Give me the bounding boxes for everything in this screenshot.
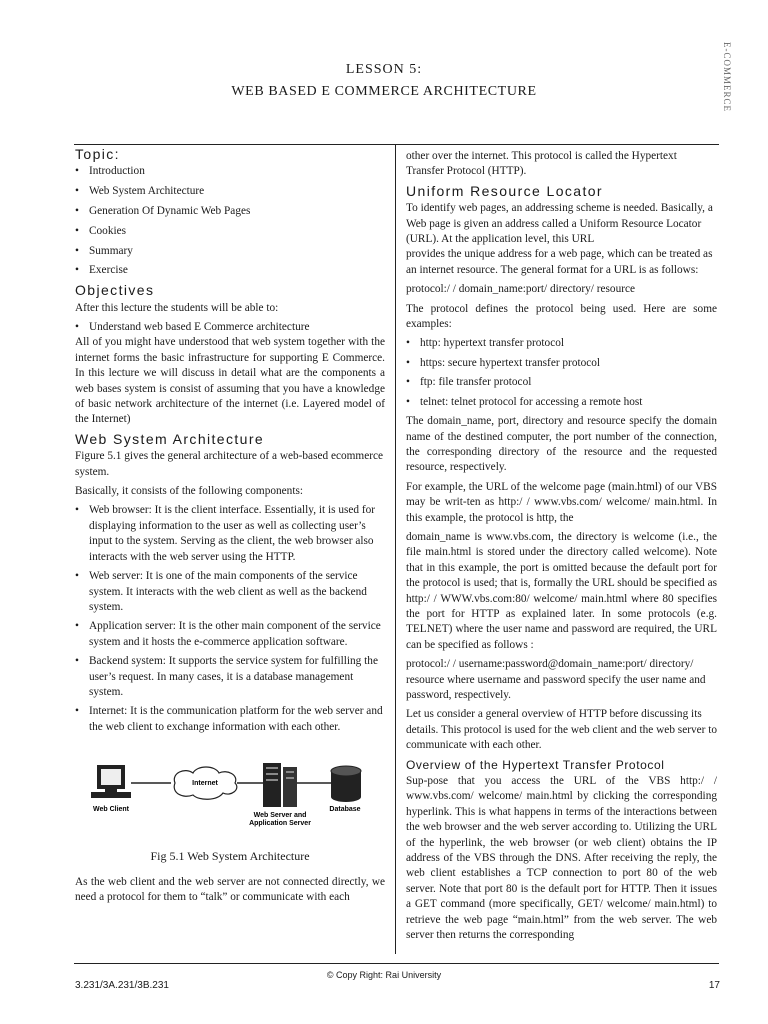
column-divider <box>395 144 396 954</box>
topic-heading: Topic: <box>75 146 120 162</box>
wsa-components-intro: Basically, it consists of the following components: <box>75 485 304 498</box>
url-paragraph-8: Let us consider a general overview of HTTP before discussing its details. This protocol is used for the web client and the web server to communicate with each other. <box>406 708 718 752</box>
footer-course-code: 3.231/3A.231/3B.231 <box>75 980 169 991</box>
objectives-paragraph: All of you might have understood that web system together with the internet forms the basic infrastructure for supporting E Commerce. In this lecture we will discuss in detail what are the components a web bases system is consist of assuming that you have a knowledge of basic network architecture of the internet (i.e. Layered model of the Internet) <box>75 336 385 426</box>
component-list <box>75 503 385 735</box>
protocol-item: • http: hypertext transfer protocol <box>406 336 717 351</box>
server-label-line1: Web Server and <box>253 812 307 820</box>
objectives-heading: Objectives <box>75 282 155 299</box>
topic-item: • Web System Architecture <box>75 184 385 199</box>
footer-rule <box>74 963 719 964</box>
url-paragraph-3: The protocol defines the protocol being used. Here are some examples: <box>406 302 717 331</box>
component-item: • Internet: It is the communication platform for the web server and the web client to exchange information with each other. <box>75 704 385 735</box>
url-format: protocol:/ / domain_name:port/ directory/ resource <box>406 283 636 296</box>
component-item: • Backend system: It supports the service system for fulfilling the user’s request. In many cases, it is a database management system. <box>75 654 385 700</box>
continued-paragraph: other over the internet. This protocol is called the Hypertext Transfer Protocol (HTTP). <box>406 150 677 178</box>
protocol-item: • ftp: file transfer protocol <box>406 375 717 390</box>
topic-item: • Generation Of Dynamic Web Pages <box>75 204 385 219</box>
component-item: • Web browser: It is the client interface. Essentially, it is used for displaying information to the user as well as collecting user’s input to the system. Serving as the client, the web browser also interacts with the web server using the HTTP. <box>75 503 385 565</box>
topic-item: • Introduction <box>75 164 385 179</box>
url-paragraph-7: protocol:/ / username:password@domain_name:port/ directory/ resource where username and password specify the user name and password, respectively. <box>406 658 706 701</box>
url-paragraph-4: The domain_name, port, directory and resource specify the domain name of the destined computer, the port number of the connection, the corresponding directory of the resource and the requested resource, respectively. <box>406 415 717 474</box>
web-client-computer-icon <box>91 765 131 798</box>
running-head-side-label: E-COMMERCE <box>722 42 732 113</box>
wsa-heading: Web System Architecture <box>75 430 265 447</box>
url-paragraph-5: For example, the URL of the welcome page (main.html) of our VBS may be writ-ten as http:/ / www.vbs.com/ welcome/ main.html. In this example, the protocol is http, the <box>406 480 717 524</box>
component-item: • Application server: It is the other main component of the service system and it hosts the e-commerce application software. <box>75 619 385 650</box>
topic-item: • Summary <box>75 244 385 259</box>
protocol-list <box>406 336 717 410</box>
web-client-label: Web Client <box>92 806 130 814</box>
http-heading: Overview of the Hypertext Transfer Protocol <box>406 757 665 772</box>
url-paragraph-2: provides the unique address for a web page, which can be treated as an internet resource. The general format for a URL is as follows: <box>406 248 713 276</box>
topic-item: • Exercise <box>75 263 385 278</box>
left-column <box>75 147 385 909</box>
header-rule <box>74 144 719 145</box>
objectives-intro: After this lecture the students will be able to: <box>75 301 279 314</box>
server-label-line2: Application Server <box>249 820 311 828</box>
http-paragraph: Sup-pose that you access the URL of the VBS http:/ / www.vbs.com/ welcome/ main.html by clicking the corresponding hyperlink. This is what happens in terms of the interactions between the web browser and the web server according to. Utilizing the URL of the hyperlink, the web browser (or web client) obtains the IP address of the VBS through the DNS. After receiving the reply, the web client establishes a TCP connection to port 80 of the web server. Note that port 80 is the default port for HTTP. Then it issues a GET command (more specifically, GET/ welcome/ main.html) to retrieve the web page “main.html” from the web server. The web server then returns the corresponding <box>406 775 717 942</box>
wsa-paragraph: Figure 5.1 gives the general architecture of a web-based ecommerce system. <box>75 450 384 478</box>
topic-list <box>75 164 385 278</box>
objectives-list <box>75 320 385 335</box>
component-item: • Web server: It is one of the main components of the service system. It interacts with the web client as well as the backend system. <box>75 569 385 615</box>
url-heading: Uniform Resource Locator <box>406 182 603 199</box>
footer-copyright: © Copy Right: Rai University <box>326 970 442 980</box>
internet-label: Internet <box>192 780 218 788</box>
objectives-item: • Understand web based E Commerce architecture <box>75 320 385 335</box>
protocol-item: • https: secure hypertext transfer protocol <box>406 356 717 371</box>
url-paragraph-1: To identify web pages, an addressing scheme is needed. Basically, a Web page is given an address called a Uniform Resource Locator (URL). At the application level, this URL <box>406 202 713 246</box>
database-label: Database <box>329 806 361 814</box>
server-rack-icon <box>263 763 297 807</box>
left-bottom-paragraph: As the web client and the web server are not connected directly, we need a protocol for them to “talk” or communicate with each <box>75 875 385 903</box>
figure-caption: Fig 5.1 Web System Architecture <box>150 849 310 864</box>
title-block <box>0 62 768 100</box>
page-title: WEB BASED E COMMERCE ARCHITECTURE <box>231 84 537 99</box>
architecture-diagram <box>75 761 385 843</box>
right-column <box>406 149 717 948</box>
database-icon <box>331 766 361 802</box>
protocol-item: • telnet: telnet protocol for accessing a remote host <box>406 395 717 410</box>
lesson-number: LESSON 5: <box>345 62 423 77</box>
url-paragraph-6: domain_name is www.vbs.com, the directory is welcome (i.e., the file main.html is stored under the directory called welcome). Note that in this example, the port is omitted because the default port for the protocol is used; that is, formally the URL should be specified as http:/ / WWW.vbs.com:80/ welcome/ main.html where 80 specifies the port for HTTP as explained later. In some protocols (e.g. TELNET) where the user name and password are required, the URL can be specified as follows : <box>406 530 717 651</box>
footer-page-number: 17 <box>708 980 720 991</box>
topic-item: • Cookies <box>75 224 385 239</box>
architecture-figure <box>75 761 385 843</box>
